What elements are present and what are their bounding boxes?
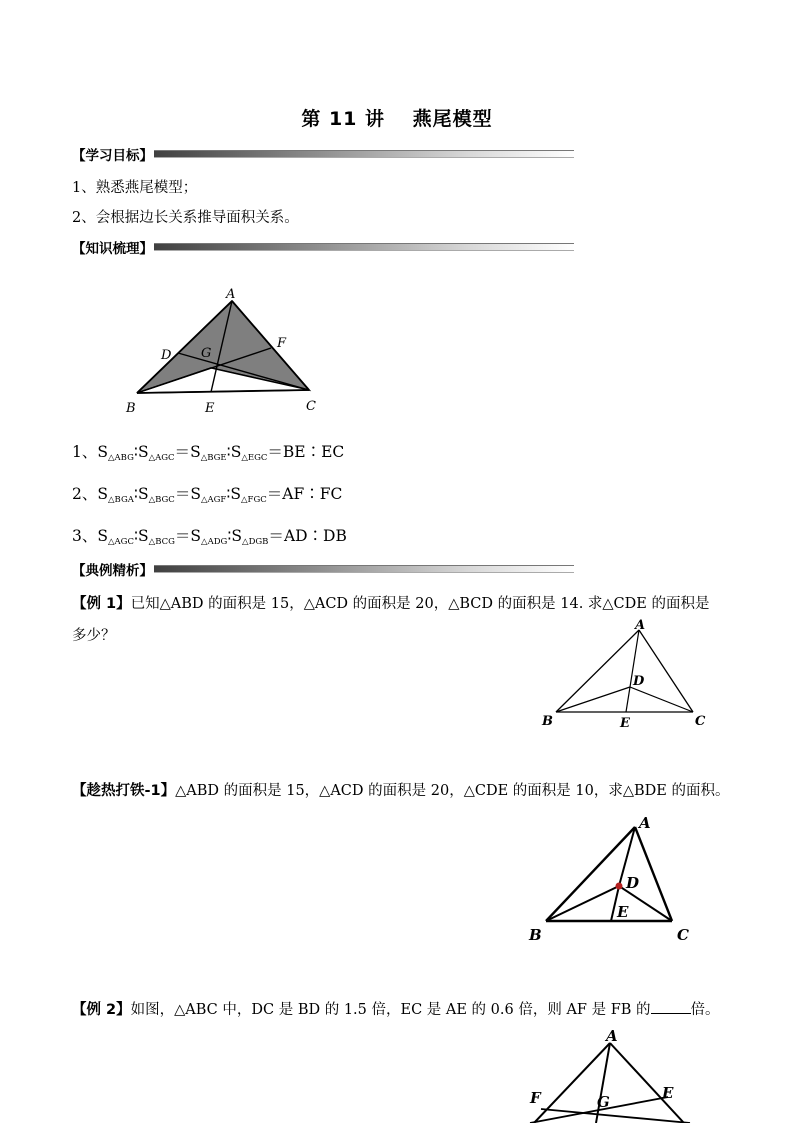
swallowtail-figure [120, 280, 330, 420]
svg-text:F: F [530, 1089, 541, 1107]
vertex-label: G [201, 346, 212, 361]
vertex-label: B [126, 401, 136, 416]
example-1-text: 【例 1】已知△ABD 的面积是 15，△ACD 的面积是 20，△BCD 的面积是 14. 求△CDE 的面积是 [72, 596, 710, 612]
section-header-goals [72, 145, 574, 163]
svg-text:B: B [542, 714, 553, 729]
section-label: 【典例精析】 [72, 559, 154, 579]
vertex-label: A [226, 287, 236, 302]
example-1-continuation: 多少？ [72, 628, 116, 644]
answer-blank[interactable] [651, 1001, 691, 1014]
page-title: 第 11 讲 燕尾模型 [301, 108, 493, 130]
vertex-label: D [161, 348, 172, 363]
example-2-text: 【例 2】如图，△ABC 中，DC 是 BD 的 1.5 倍，EC 是 AE 的 0.6 倍，则 AF 是 FB 的 倍。 [72, 1002, 720, 1018]
vertex-label: F [277, 336, 287, 351]
goal-item: 2、会根据边长关系推导面积关系。 [72, 210, 299, 226]
practice-1-figure [525, 810, 705, 945]
formula-line: 3、S△AGC∶S△BCG＝S△ADG∶S△DGB＝AD∶DB [72, 527, 347, 547]
svg-text:D: D [626, 874, 640, 892]
svg-text:E: E [617, 903, 629, 921]
section-bar [154, 243, 574, 251]
formula-line: 2、S△BGA∶S△BGC＝S△AGF∶S△FGC＝AF∶FC [72, 485, 343, 505]
section-bar [154, 150, 574, 158]
section-header-knowledge [72, 238, 574, 256]
example-2-figure [520, 1025, 700, 1123]
section-label: 【学习目标】 [72, 144, 154, 164]
section-header-examples [72, 560, 574, 578]
svg-text:A: A [635, 618, 646, 633]
svg-text:G: G [597, 1093, 610, 1111]
svg-text:B: B [529, 926, 542, 944]
svg-text:D: D [633, 674, 645, 689]
svg-text:C: C [695, 714, 706, 729]
practice-1-text: 【趁热打铁-1】△ABD 的面积是 15，△ACD 的面积是 20，△CDE 的面积是 10，求△BDE 的面积。 [72, 783, 730, 799]
svg-text:E: E [662, 1084, 674, 1102]
goal-item: 1、熟悉燕尾模型； [72, 180, 198, 196]
example-1-figure [538, 615, 713, 735]
svg-text:E: E [620, 716, 630, 731]
svg-text:A: A [606, 1027, 618, 1045]
point-d-dot [616, 883, 623, 890]
svg-text:A: A [639, 814, 651, 832]
formula-line: 1、S△ABG∶S△AGC＝S△BGE∶S△EGC＝BE∶EC [72, 443, 345, 463]
svg-text:C: C [677, 926, 689, 944]
vertex-label: E [205, 401, 215, 416]
section-label: 【知识梳理】 [72, 237, 154, 257]
section-bar [154, 565, 574, 573]
vertex-label: C [306, 399, 316, 414]
